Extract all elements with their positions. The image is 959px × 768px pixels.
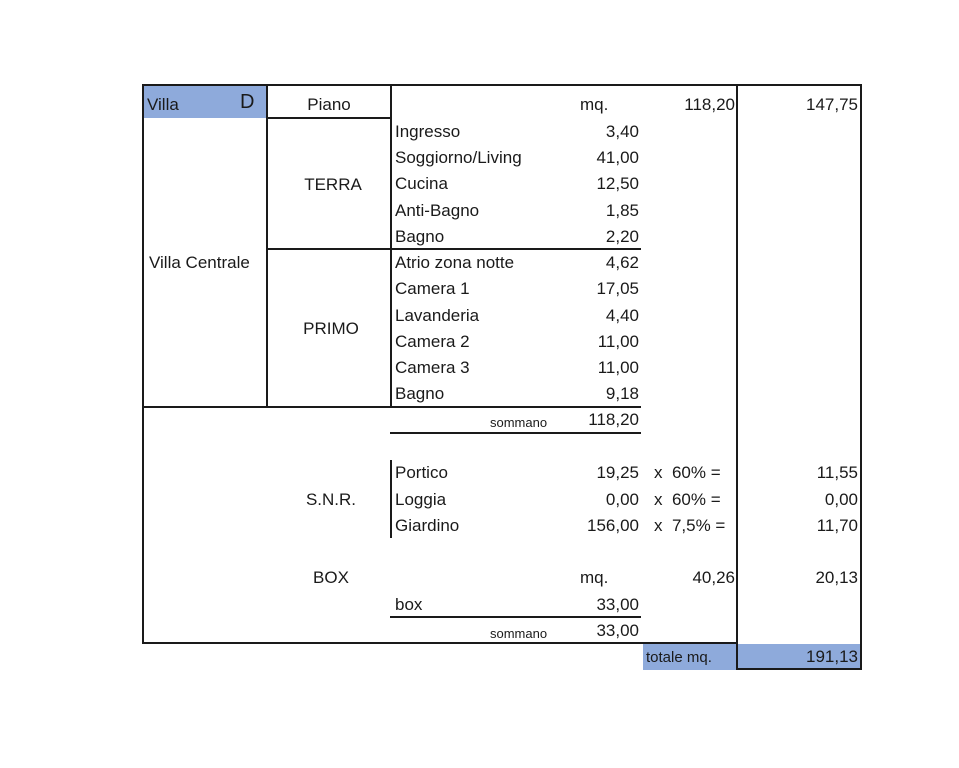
sommano-main-value: 118,20	[588, 410, 639, 429]
total-value: 191,13	[806, 647, 858, 666]
snr-item-factor: x 7,5% =	[654, 516, 726, 535]
room-name: Camera 1	[395, 279, 470, 298]
snr-item-name: Loggia	[395, 490, 447, 509]
sommano-box-value: 33,00	[596, 621, 639, 640]
main-section-divider	[142, 406, 392, 408]
floor-primo-label: PRIMO	[303, 319, 359, 338]
box-item-overline	[390, 616, 641, 618]
snr-item-factor: x 60% =	[654, 490, 721, 509]
room-area: 12,50	[596, 174, 639, 193]
snr-item-result: 11,55	[816, 463, 858, 482]
room-name: Camera 2	[395, 332, 470, 351]
room-name: Cucina	[395, 174, 448, 193]
room-area: 4,40	[605, 306, 639, 325]
room-area: 3,40	[605, 122, 639, 141]
room-area: 17,05	[596, 279, 639, 298]
room-name: Bagno	[395, 227, 445, 246]
floor-column-left-divider	[266, 84, 268, 408]
sommano-box-label: sommano	[490, 626, 548, 641]
room-name: Ingresso	[395, 122, 461, 141]
box-mq-label: mq.	[580, 568, 609, 587]
box-item-area: 33,00	[596, 595, 639, 614]
room-area: 9,18	[605, 384, 639, 403]
table-bottom-border	[142, 642, 738, 644]
snr-item-area: 0,00	[605, 490, 639, 509]
room-name: Bagno	[395, 384, 445, 403]
snr-item-result: 0,00	[824, 490, 858, 509]
room-name: Anti-Bagno	[395, 201, 480, 220]
room-area: 2,20	[605, 227, 639, 246]
snr-item-result: 11,70	[816, 516, 858, 535]
snr-item-name: Giardino	[395, 516, 460, 535]
room-area: 41,00	[596, 148, 639, 167]
table-top-border	[142, 84, 862, 86]
floor-terra-label: TERRA	[304, 175, 362, 194]
room-name: Soggiorno/Living	[395, 148, 522, 167]
villa-letter: D	[240, 91, 255, 113]
box-item-name: box	[395, 595, 423, 614]
snr-item-factor: x 60% =	[654, 463, 721, 482]
room-name: Camera 3	[395, 358, 470, 377]
table-left-border	[142, 84, 144, 644]
weighted-total: 147,75	[806, 95, 858, 114]
villa-label: Villa	[147, 95, 179, 114]
room-area: 11,00	[597, 358, 639, 377]
box-weighted: 20,13	[815, 568, 858, 587]
room-area: 1,85	[605, 201, 639, 220]
piano-label: Piano	[307, 95, 351, 114]
primo-rooms-underline	[390, 406, 641, 408]
floor-column-right-divider	[390, 84, 392, 408]
room-area: 4,62	[605, 253, 639, 272]
main-total: 118,20	[684, 95, 735, 114]
table-right-border	[860, 84, 862, 670]
box-label: BOX	[313, 568, 349, 587]
snr-label: S.N.R.	[305, 490, 357, 509]
snr-item-area: 19,25	[596, 463, 639, 482]
snr-item-name: Portico	[395, 463, 448, 482]
box-area: 40,26	[692, 568, 735, 587]
total-label: totale mq.	[646, 649, 712, 666]
terra-primo-divider	[266, 248, 641, 250]
sommano-main-label: sommano	[490, 415, 548, 430]
group-label: Villa Centrale	[149, 253, 250, 272]
footer-bottom-border	[736, 668, 862, 670]
mq-label: mq.	[580, 95, 609, 114]
piano-header-underline	[266, 117, 391, 119]
room-area: 11,00	[597, 332, 639, 351]
snr-item-area: 156,00	[587, 516, 639, 535]
room-name: Lavanderia	[395, 306, 480, 325]
room-name: Atrio zona notte	[395, 253, 515, 272]
